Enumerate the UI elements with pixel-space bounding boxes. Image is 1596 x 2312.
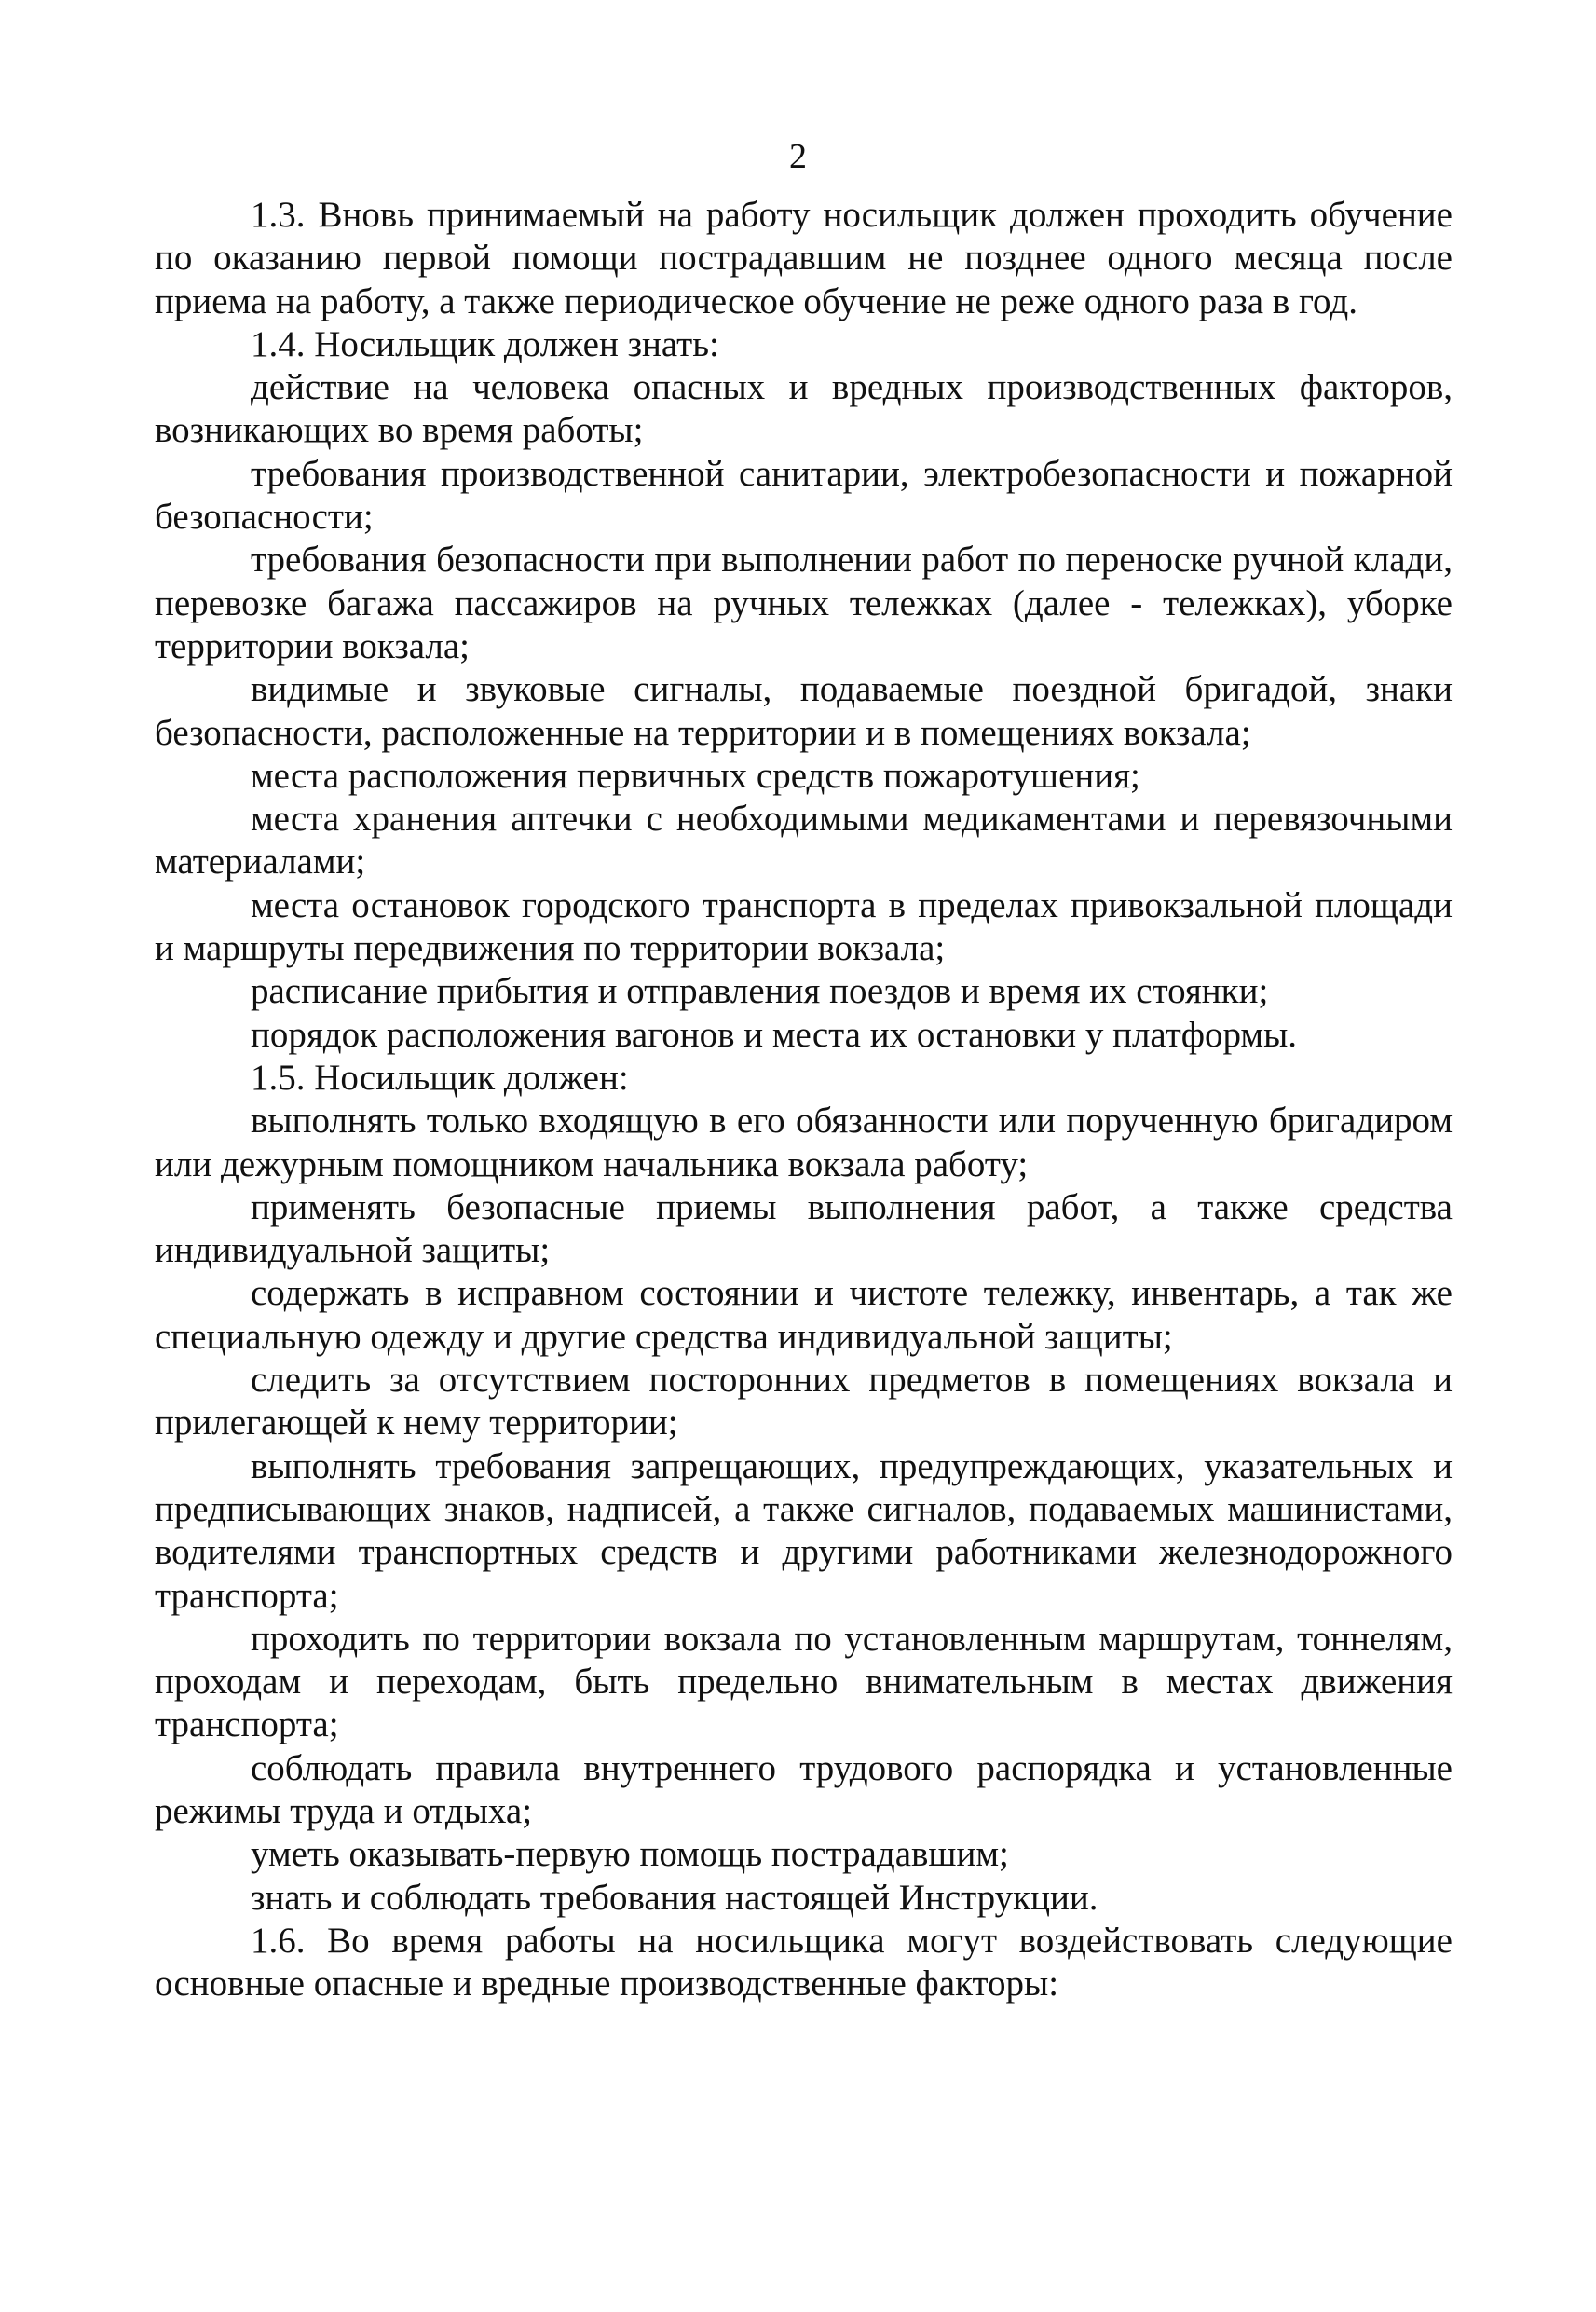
document-body <box>155 194 1453 2005</box>
list-item-first-aid-kit: места хранения аптечки с необходимыми медикаментами и перевязочными материалами; <box>155 799 1453 882</box>
list-item-instruction-compliance: знать и соблюдать требования настоящей Инструкции. <box>251 1877 1098 1918</box>
page-number: 2 <box>789 137 807 176</box>
list-item-train-schedule: расписание прибытия и отправления поездов и время их стоянки; <box>251 971 1269 1012</box>
paragraph-1-6: 1.6. Во время работы на носильщика могут воздействовать следующие основные опасные и вредные производственные факторы: <box>155 1920 1453 2004</box>
list-item-signals: видимые и звуковые сигналы, подаваемые поездной бригадой, знаки безопасности, расположенные на территории и в помещениях вокзала; <box>155 669 1453 753</box>
list-item-signs-compliance: выполнять требования запрещающих, предупреждающих, указательных и предписывающих знаков, надписей, а также сигналов, подаваемых машинистами, водителями транспортных средств и другими работниками железнодорожного транспорта; <box>155 1445 1453 1616</box>
list-item-routes: проходить по территории вокзала по установленным маршрутам, тоннелям, проходам и переходам, быть предельно внимательным в местах движения транспорта; <box>155 1618 1453 1745</box>
paragraph-1-4-heading: 1.4. Носильщик должен знать: <box>251 323 719 364</box>
list-item-foreign-objects: следить за отсутствием посторонних предметов в помещениях вокзала и прилегающей к нему территории; <box>155 1360 1453 1443</box>
list-item-duties: выполнять только входящую в его обязанности или порученную бригадиром или дежурным помощником начальника вокзала работу; <box>155 1101 1453 1184</box>
list-item-sanitation-requirements: требования производственной санитарии, электробезопасности и пожарной безопасности; <box>155 453 1453 538</box>
list-item-hazard-factors: действие на человека опасных и вредных производственных факторов, возникающих во время работы; <box>155 367 1453 451</box>
list-item-firefighting-locations: места расположения первичных средств пожаротушения; <box>251 755 1140 796</box>
list-item-safety-requirements: требования безопасности при выполнении работ по переноске ручной клади, перевозке багажа пассажиров на ручных тележках (далее - тележках), уборке территории вокзала; <box>155 540 1453 666</box>
list-item-safe-methods: применять безопасные приемы выполнения работ, а также средства индивидуальной защиты; <box>155 1186 1453 1271</box>
list-item-car-order: порядок расположения вагонов и места их остановки у платформы. <box>251 1014 1298 1055</box>
list-item-equipment-care: содержать в исправном состоянии и чистоте тележку, инвентарь, а так же специальную одежду и другие средства индивидуальной защиты; <box>155 1273 1453 1357</box>
list-item-first-aid: уметь оказывать-первую помощь пострадавшим; <box>251 1834 1009 1875</box>
paragraph-1-3: 1.3. Вновь принимаемый на работу носильщик должен проходить обучение по оказанию первой помощи пострадавшим не позднее одного месяца после приема на работу, а также периодическое обучение не реже одного раза в год. <box>155 195 1453 321</box>
paragraph-1-5-heading: 1.5. Носильщик должен: <box>251 1057 629 1098</box>
list-item-transport-stops: места остановок городского транспорта в пределах привокзальной площади и маршруты передвижения по территории вокзала; <box>155 884 1453 969</box>
list-item-work-rules: соблюдать правила внутреннего трудового распорядка и установленные режимы труда и отдыха; <box>155 1747 1453 1831</box>
